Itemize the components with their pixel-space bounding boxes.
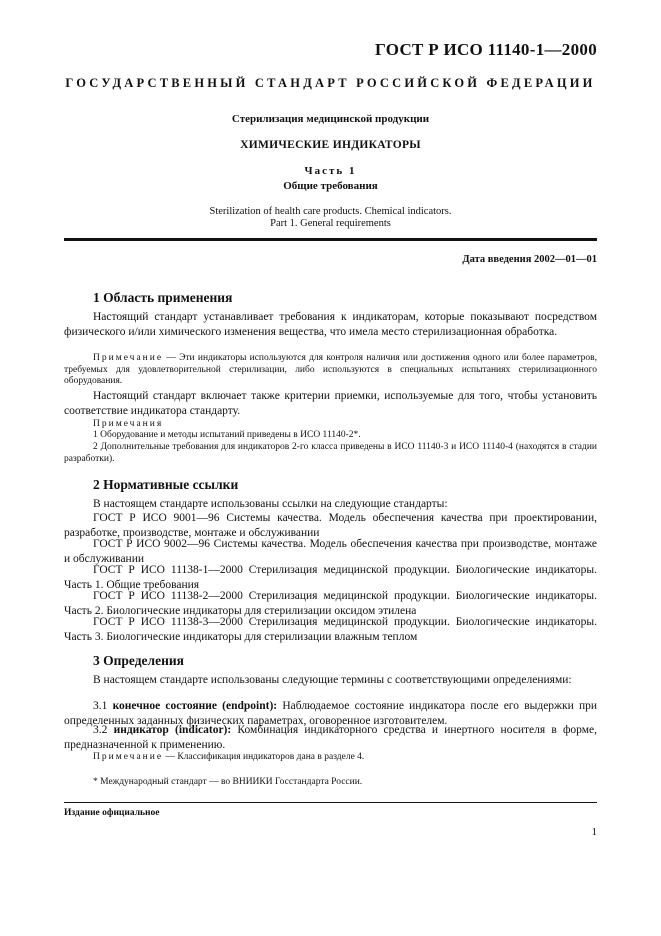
note-text: — Классификация индикаторов дана в разделе 4.: [163, 752, 365, 762]
footnote: * Международный стандарт — во ВНИИКИ Госстандарта России.: [93, 777, 363, 787]
section-2-heading: 2 Нормативные ссылки: [93, 477, 239, 492]
definition-term: индикатор (indicator):: [113, 724, 232, 736]
definition-number: 3.1: [93, 700, 113, 712]
title-main: Стерилизация медицинской продукции: [231, 113, 430, 125]
note-label: Примечание: [93, 752, 164, 762]
page-number: 1: [591, 826, 597, 838]
definition-term: конечное состояние (endpoint):: [112, 700, 278, 712]
introduction-date: Дата введения 2002—01—01: [462, 254, 597, 265]
title-sub: ХИМИЧЕСКИЕ ИНДИКАТОРЫ: [240, 139, 421, 151]
note-text: — Эти индикаторы используются для контроля наличия или достижения одного или более параметров, требуемых для удовлетворительной стерилизации, либо используются в специальных испытаниях стерилизационного оборудования.: [64, 353, 597, 386]
footer-divider: [64, 802, 597, 803]
reference-item: ГОСТ Р ИСО 9002—96 Системы качества. Модель обеспечения качества при производстве, монтаже и обслуживании: [64, 538, 597, 565]
section-1-note: [64, 353, 597, 388]
title-part: Часть 1: [304, 165, 357, 177]
title-divider: [64, 238, 597, 241]
definition-text: Наблюдаемое состояние индикатора после его выдержки при определенных заданных физических параметрах, оговоренное изготовителем.: [64, 700, 597, 727]
definition-text: Комбинация индикаторного средства и инертного носителя в форме, предназначенной к применению.: [64, 724, 598, 751]
section-3-heading: 3 Определения: [93, 653, 184, 668]
reference-item: ГОСТ Р ИСО 11138-2—2000 Стерилизация медицинской продукции. Биологические индикаторы. Часть 2. Биологические индикаторы для стерилизации оксидом этилена: [64, 590, 597, 617]
title-part-name: Общие требования: [283, 180, 378, 192]
reference-item: ГОСТ Р ИСО 11138-3—2000 Стерилизация медицинской продукции. Биологические индикаторы. Часть 3. Биологические индикаторы для стерилизации влажным теплом: [64, 616, 597, 643]
title-english-line1: Sterilization of health care products. Chemical indicators.: [209, 206, 452, 217]
section-3-intro: В настоящем стандарте использованы следующие термины с соответствующими определениями:: [93, 674, 572, 686]
state-standard-heading: ГОСУДАРСТВЕННЫЙ СТАНДАРТ РОССИЙСКОЙ ФЕДЕРАЦИИ: [65, 76, 596, 90]
section-1-heading: 1 Область применения: [93, 290, 233, 305]
section-1-notes-label: Примечания: [93, 419, 164, 429]
reference-item: ГОСТ Р ИСО 9001—96 Системы качества. Модель обеспечения качества при проектировании, разработке, производстве, монтаже и обслуживании: [64, 512, 597, 539]
section-1-paragraph-2: Настоящий стандарт включает также критерии приемки, используемые для того, чтобы установить соответствие индикатора стандарту.: [64, 390, 597, 417]
section-2-intro: В настоящем стандарте использованы ссылки на следующие стандарты:: [93, 498, 448, 510]
edition-label: Издание официальное: [64, 808, 160, 818]
title-english-line2: Part 1. General requirements: [270, 218, 391, 229]
section-1-note-1: 1 Оборудование и методы испытаний приведены в ИСО 11140-2*.: [93, 430, 361, 440]
reference-item: ГОСТ Р ИСО 11138-1—2000 Стерилизация медицинской продукции. Биологические индикаторы. Часть 1. Общие требования: [64, 564, 597, 591]
section-1-paragraph-1: Настоящий стандарт устанавливает требования к индикаторам, которые показывают посредством физического и/или химического изменения вещества, что имела место стерилизационная обработка.: [64, 311, 597, 338]
section-3-note: [64, 752, 597, 764]
note-label: Примечание: [93, 353, 164, 363]
definition-number: 3.2: [93, 724, 114, 736]
definition-3-2: [64, 723, 597, 752]
standard-code: ГОСТ Р ИСО 11140-1—2000: [375, 40, 597, 59]
section-1-note-2: 2 Дополнительные требования для индикаторов 2-го класса приведены в ИСО 11140-3 и ИСО 11140-4 (находятся в стадии разработки).: [64, 442, 597, 464]
